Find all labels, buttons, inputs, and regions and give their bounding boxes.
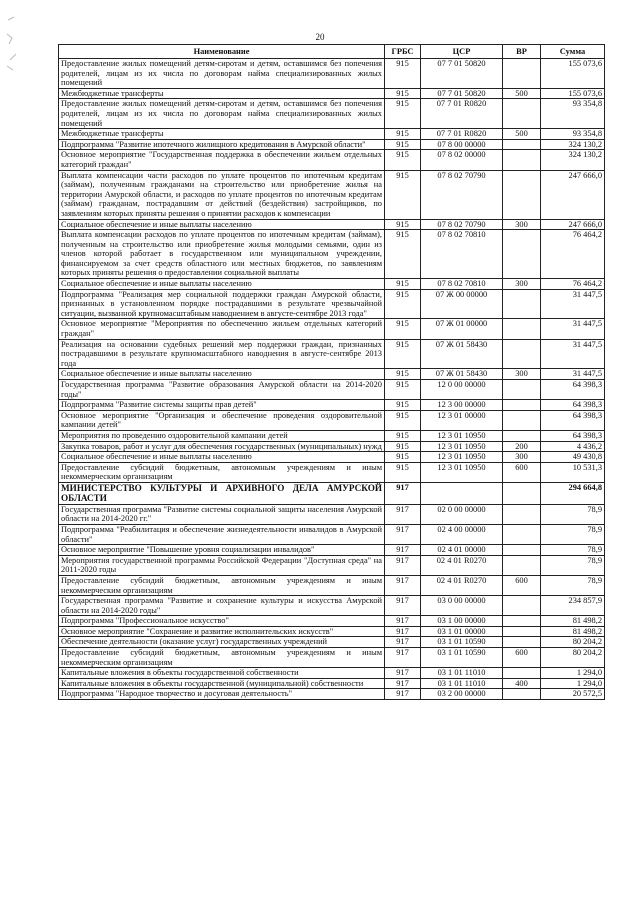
cell-vr: [503, 545, 541, 556]
cell-csr: 03 1 01 11010: [421, 668, 503, 679]
cell-grbs: 917: [385, 668, 421, 679]
header-name: Наименование: [59, 45, 385, 59]
cell-grbs: 917: [385, 626, 421, 637]
cell-name: Мероприятия государственной программы Российской Федерации "Доступная среда" на 2011-2020 годы: [59, 555, 385, 575]
cell-vr: [503, 689, 541, 700]
cell-name: Основное мероприятие "Государственная поддержка в обеспечении жильем отдельных категорий граждан": [59, 150, 385, 170]
cell-vr: 200: [503, 441, 541, 452]
cell-sum: 324 130,2: [541, 139, 605, 150]
cell-sum: 78,9: [541, 545, 605, 556]
table-row: [59, 430, 605, 441]
budget-table: [58, 44, 605, 700]
cell-sum: 294 664,8: [541, 482, 605, 504]
cell-csr: 12 3 00 00000: [421, 400, 503, 411]
cell-vr: [503, 400, 541, 411]
cell-grbs: 917: [385, 616, 421, 627]
table-row: [59, 678, 605, 689]
cell-name: МИНИСТЕРСТВО КУЛЬТУРЫ И АРХИВНОГО ДЕЛА АМУРСКОЙ ОБЛАСТИ: [59, 482, 385, 504]
cell-name: Социальное обеспечение и иные выплаты населению: [59, 219, 385, 230]
table-row: [59, 129, 605, 140]
cell-name: Подпрограмма "Развитие ипотечного жилищного кредитования в Амурской области": [59, 139, 385, 150]
page-number: 20: [315, 32, 325, 42]
cell-sum: 78,9: [541, 504, 605, 524]
cell-grbs: 917: [385, 545, 421, 556]
cell-grbs: 915: [385, 452, 421, 463]
cell-vr: [503, 139, 541, 150]
cell-name: Основное мероприятие "Мероприятия по обеспечению жильем отдельных категорий граждан": [59, 319, 385, 339]
cell-vr: [503, 555, 541, 575]
table-row: [59, 319, 605, 339]
cell-csr: 07 7 01 50820: [421, 88, 503, 99]
cell-vr: 500: [503, 129, 541, 140]
cell-grbs: 915: [385, 150, 421, 170]
cell-csr: 07 Ж 00 00000: [421, 289, 503, 319]
cell-grbs: 917: [385, 637, 421, 648]
cell-csr: 02 4 01 R0270: [421, 555, 503, 575]
table-row: [59, 219, 605, 230]
cell-vr: 300: [503, 369, 541, 380]
cell-grbs: 915: [385, 59, 421, 89]
cell-name: Предоставление субсидий бюджетным, автономным учреждениям и иным некоммерческим организациям: [59, 648, 385, 668]
table-row: [59, 400, 605, 411]
cell-sum: 64 398,3: [541, 400, 605, 411]
cell-csr: 03 1 01 11010: [421, 678, 503, 689]
table-row: [59, 626, 605, 637]
cell-csr: 07 8 02 70810: [421, 230, 503, 279]
cell-name: Предоставление субсидий бюджетным, автономным учреждениям и иным некоммерческим организациям: [59, 462, 385, 482]
cell-vr: 600: [503, 462, 541, 482]
cell-sum: 80 204,2: [541, 648, 605, 668]
cell-name: Капитальные вложения в объекты государственной (муниципальной) собственности: [59, 678, 385, 689]
cell-csr: 07 Ж 01 58430: [421, 339, 503, 369]
cell-csr: 07 8 02 70790: [421, 219, 503, 230]
table-row: [59, 689, 605, 700]
cell-vr: [503, 668, 541, 679]
cell-name: Основное мероприятие "Организация и обеспечение проведения оздоровительной кампании детей": [59, 410, 385, 430]
cell-csr: 07 7 01 50820: [421, 59, 503, 89]
cell-vr: 400: [503, 678, 541, 689]
cell-sum: 76 464,2: [541, 230, 605, 279]
cell-name: Социальное обеспечение и иные выплаты населению: [59, 369, 385, 380]
cell-name: Межбюджетные трансферты: [59, 88, 385, 99]
header-csr: ЦСР: [421, 45, 503, 59]
cell-csr: 07 7 01 R0820: [421, 99, 503, 129]
cell-vr: [503, 150, 541, 170]
cell-csr: 03 2 00 00000: [421, 689, 503, 700]
cell-grbs: 917: [385, 524, 421, 544]
cell-name: Подпрограмма "Профессиональное искусство": [59, 616, 385, 627]
cell-vr: [503, 230, 541, 279]
cell-vr: 600: [503, 575, 541, 595]
table-row: [59, 555, 605, 575]
table-row: [59, 504, 605, 524]
cell-grbs: 915: [385, 129, 421, 140]
cell-grbs: 917: [385, 678, 421, 689]
cell-vr: 600: [503, 648, 541, 668]
cell-grbs: 915: [385, 219, 421, 230]
cell-csr: 07 8 02 70790: [421, 170, 503, 219]
cell-sum: 20 572,5: [541, 689, 605, 700]
table-row: [59, 380, 605, 400]
header-grbs: ГРБС: [385, 45, 421, 59]
cell-grbs: 917: [385, 575, 421, 595]
cell-vr: [503, 170, 541, 219]
cell-name: Мероприятия по проведению оздоровительной кампании детей: [59, 430, 385, 441]
cell-sum: 76 464,2: [541, 279, 605, 290]
cell-vr: [503, 596, 541, 616]
cell-name: Реализация на основании судебных решений мер поддержки граждан, признанных пострадавшими в результате крупномасштабного наводнения в августе-сентябре 2013 года: [59, 339, 385, 369]
cell-name: Основное мероприятие "Сохранение и развитие исполнительских искусств": [59, 626, 385, 637]
cell-sum: 155 073,6: [541, 88, 605, 99]
cell-name: Государственная программа "Развитие образования Амурской области на 2014-2020 годы": [59, 380, 385, 400]
table-row: [59, 410, 605, 430]
cell-csr: 07 Ж 01 58430: [421, 369, 503, 380]
cell-name: Государственная программа "Развитие системы социальной защиты населения Амурской области на 2014-2020 гг.": [59, 504, 385, 524]
table-row: [59, 170, 605, 219]
cell-grbs: 915: [385, 99, 421, 129]
cell-vr: [503, 319, 541, 339]
cell-vr: [503, 430, 541, 441]
cell-name: Капитальные вложения в объекты государственной собственности: [59, 668, 385, 679]
cell-name: Предоставление жилых помещений детям-сиротам и детям, оставшимся без попечения родителей, лицам из их числа по договорам найма специализированных жилых помещений: [59, 99, 385, 129]
cell-vr: 500: [503, 88, 541, 99]
cell-name: Государственная программа "Развитие и сохранение культуры и искусства Амурской области на 2014-2020 годы": [59, 596, 385, 616]
cell-name: Подпрограмма "Развитие системы защиты прав детей": [59, 400, 385, 411]
cell-csr: [421, 482, 503, 504]
table-row: [59, 575, 605, 595]
cell-vr: [503, 410, 541, 430]
cell-grbs: 917: [385, 596, 421, 616]
scan-artifact-mark: [4, 14, 26, 74]
cell-grbs: 915: [385, 88, 421, 99]
table-row: [59, 88, 605, 99]
cell-grbs: 915: [385, 462, 421, 482]
cell-grbs: 915: [385, 369, 421, 380]
cell-grbs: 915: [385, 289, 421, 319]
cell-vr: [503, 289, 541, 319]
cell-grbs: 915: [385, 139, 421, 150]
cell-sum: 31 447,5: [541, 339, 605, 369]
cell-name: Подпрограмма "Реализация мер социальной поддержки граждан Амурской области, признанных в установленном порядке пострадавшими в результате чрезвычайной ситуации, вызванной крупномасштабным наводнением в августе-сентябре 2013 года": [59, 289, 385, 319]
cell-csr: 12 3 01 00000: [421, 410, 503, 430]
cell-name: Предоставление субсидий бюджетным, автономным учреждениям и иным некоммерческим организациям: [59, 575, 385, 595]
cell-name: Обеспечение деятельности (оказание услуг) государственных учреждений: [59, 637, 385, 648]
cell-sum: 247 666,0: [541, 170, 605, 219]
cell-csr: 02 4 01 R0270: [421, 575, 503, 595]
cell-sum: 49 430,8: [541, 452, 605, 463]
cell-sum: 93 354,8: [541, 129, 605, 140]
cell-csr: 03 0 00 00000: [421, 596, 503, 616]
cell-grbs: 915: [385, 230, 421, 279]
cell-name: Подпрограмма "Народное творчество и досуговая деятельность": [59, 689, 385, 700]
table-row: [59, 369, 605, 380]
cell-name: Закупка товаров, работ и услуг для обеспечения государственных (муниципальных) нужд: [59, 441, 385, 452]
cell-name: Социальное обеспечение и иные выплаты населению: [59, 452, 385, 463]
table-row: [59, 289, 605, 319]
cell-grbs: 915: [385, 441, 421, 452]
cell-sum: 324 130,2: [541, 150, 605, 170]
cell-grbs: 915: [385, 279, 421, 290]
cell-csr: 07 8 00 00000: [421, 139, 503, 150]
cell-name: Подпрограмма "Реабилитация и обеспечение жизнедеятельности инвалидов в Амурской области": [59, 524, 385, 544]
table-row: [59, 59, 605, 89]
cell-sum: 31 447,5: [541, 369, 605, 380]
cell-csr: 07 8 02 70810: [421, 279, 503, 290]
cell-grbs: 917: [385, 504, 421, 524]
cell-sum: 80 204,2: [541, 637, 605, 648]
table-row: [59, 637, 605, 648]
cell-csr: 02 4 00 00000: [421, 524, 503, 544]
cell-vr: [503, 59, 541, 89]
table-row: [59, 279, 605, 290]
table-row: [59, 524, 605, 544]
cell-vr: [503, 504, 541, 524]
table-row: [59, 596, 605, 616]
cell-grbs: 915: [385, 380, 421, 400]
cell-grbs: 915: [385, 400, 421, 411]
cell-sum: 78,9: [541, 575, 605, 595]
cell-grbs: 915: [385, 410, 421, 430]
cell-grbs: 917: [385, 689, 421, 700]
cell-grbs: 915: [385, 319, 421, 339]
cell-name: Предоставление жилых помещений детям-сиротам и детям, оставшимся без попечения родителей, лицам из их числа по договорам найма специализированных жилых помещений: [59, 59, 385, 89]
cell-vr: 300: [503, 279, 541, 290]
cell-sum: 4 436,2: [541, 441, 605, 452]
table-row: [59, 545, 605, 556]
cell-csr: 12 3 01 10950: [421, 430, 503, 441]
cell-csr: 07 8 02 00000: [421, 150, 503, 170]
cell-grbs: 915: [385, 339, 421, 369]
cell-grbs: 917: [385, 482, 421, 504]
table-header-row: [59, 45, 605, 59]
table-row: [59, 99, 605, 129]
cell-csr: 02 4 01 00000: [421, 545, 503, 556]
header-vr: ВР: [503, 45, 541, 59]
table-body: [59, 59, 605, 700]
cell-csr: 03 1 01 10590: [421, 648, 503, 668]
cell-sum: 10 531,3: [541, 462, 605, 482]
cell-vr: 300: [503, 219, 541, 230]
header-sum: Сумма: [541, 45, 605, 59]
cell-sum: 64 398,3: [541, 380, 605, 400]
cell-vr: [503, 482, 541, 504]
table-row: [59, 648, 605, 668]
cell-name: Социальное обеспечение и иные выплаты населению: [59, 279, 385, 290]
table-row: [59, 139, 605, 150]
table-row: [59, 339, 605, 369]
cell-grbs: 917: [385, 555, 421, 575]
cell-vr: [503, 339, 541, 369]
cell-sum: 64 398,3: [541, 410, 605, 430]
cell-sum: 31 447,5: [541, 319, 605, 339]
cell-name: Межбюджетные трансферты: [59, 129, 385, 140]
cell-csr: 12 0 00 00000: [421, 380, 503, 400]
cell-vr: [503, 380, 541, 400]
cell-grbs: 915: [385, 430, 421, 441]
cell-name: Выплата компенсации расходов по уплате процентов по ипотечным кредитам (займам), полученным на строительство или приобретение жилья молодыми семьями, один из членов которой работает в государственном или муниципальном учреждении, финансируемом за счет средств областного или местных бюджетов, по заявлениям которых приняты решения о предоставлении социальной выплаты: [59, 230, 385, 279]
cell-sum: 31 447,5: [541, 289, 605, 319]
cell-name: Основное мероприятие "Повышение уровня социализации инвалидов": [59, 545, 385, 556]
cell-sum: 234 857,9: [541, 596, 605, 616]
cell-sum: 1 294,0: [541, 668, 605, 679]
cell-csr: 03 1 01 10590: [421, 637, 503, 648]
cell-sum: 64 398,3: [541, 430, 605, 441]
cell-grbs: 915: [385, 170, 421, 219]
table-row: [59, 441, 605, 452]
cell-vr: [503, 616, 541, 627]
table-row: [59, 462, 605, 482]
cell-sum: 1 294,0: [541, 678, 605, 689]
cell-csr: 12 3 01 10950: [421, 452, 503, 463]
cell-vr: [503, 524, 541, 544]
cell-csr: 12 3 01 10950: [421, 441, 503, 452]
cell-sum: 81 498,2: [541, 616, 605, 627]
cell-name: Выплата компенсации части расходов по уплате процентов по ипотечным кредитам (займам), полученным гражданами на строительство или приобретение жилья на территории Амурской области, и расходов по уплате процентов по ипотечным кредитам (займам) гражданам, пострадавшим от действий (бездействия) застройщиков, по заявлениям которых приняты решения о принятии расходов к компенсации: [59, 170, 385, 219]
cell-csr: 07 Ж 01 00000: [421, 319, 503, 339]
cell-csr: 12 3 01 10950: [421, 462, 503, 482]
cell-vr: 300: [503, 452, 541, 463]
table-row: [59, 616, 605, 627]
table-row: [59, 452, 605, 463]
cell-sum: 247 666,0: [541, 219, 605, 230]
cell-sum: 78,9: [541, 524, 605, 544]
cell-csr: 03 1 00 00000: [421, 616, 503, 627]
cell-csr: 02 0 00 00000: [421, 504, 503, 524]
table-row: [59, 668, 605, 679]
ministry-row: [59, 482, 605, 504]
cell-sum: 81 498,2: [541, 626, 605, 637]
table-row: [59, 150, 605, 170]
cell-grbs: 917: [385, 648, 421, 668]
cell-sum: 155 073,6: [541, 59, 605, 89]
cell-sum: 78,9: [541, 555, 605, 575]
cell-csr: 07 7 01 R0820: [421, 129, 503, 140]
cell-vr: [503, 626, 541, 637]
cell-sum: 93 354,8: [541, 99, 605, 129]
cell-vr: [503, 637, 541, 648]
cell-csr: 03 1 01 00000: [421, 626, 503, 637]
cell-vr: [503, 99, 541, 129]
table-row: [59, 230, 605, 279]
